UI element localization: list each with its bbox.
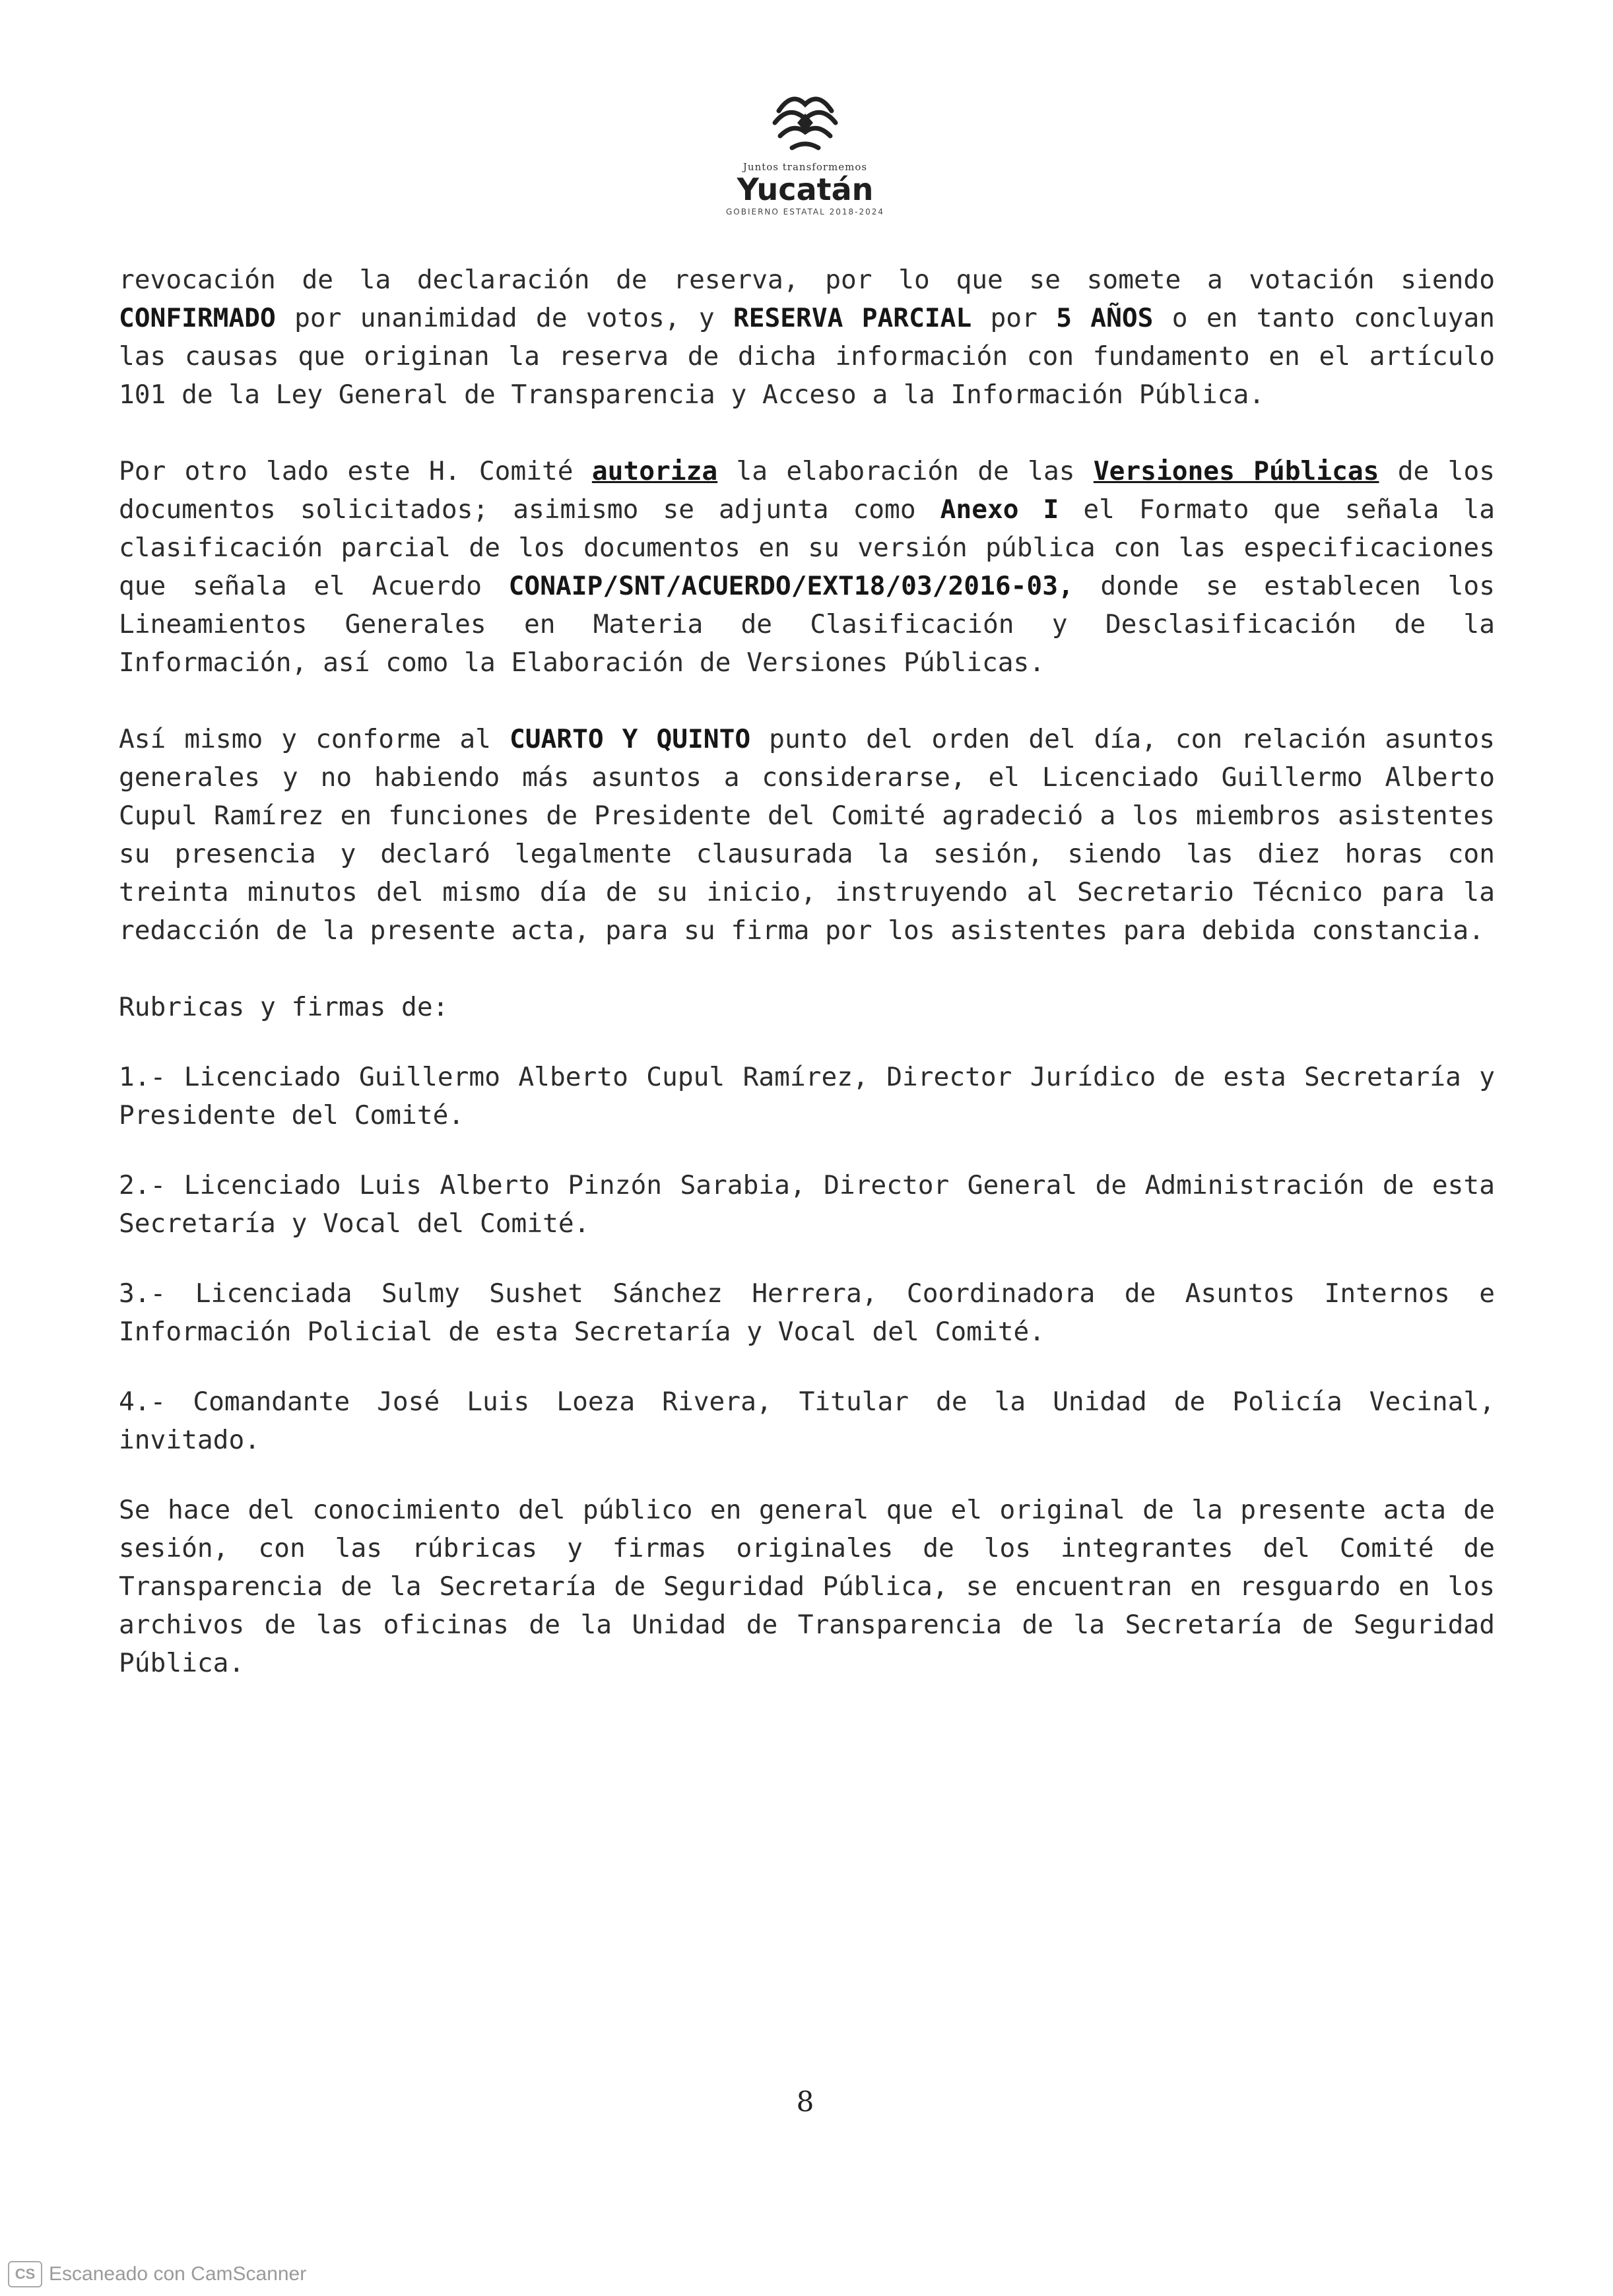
underline-versiones-publicas: Versiones Públicas xyxy=(1093,456,1379,486)
paragraph-reserva: revocación de la declaración de reserva, por lo que se somete a votación siendo CONFIRMADO por unanimidad de votos, y RESERVA PARCIAL por 5 AÑOS o en tanto concluyan las causas que originan la reserva de dicha información con fundamento en el artículo 101 de la Ley General de Transparencia y Acceso a la Información Pública. xyxy=(119,265,1496,410)
signer-item: 1.- Licenciado Guillermo Alberto Cupul Ramírez, Director Jurídico de esta Secretaría y Presidente del Comité. xyxy=(119,1062,1495,1131)
paragraph-closing: Se hace del conocimiento del público en general que el original de la presente acta de sesión, con las rúbricas y firmas originales de los integrantes del Comité de Transparencia de la Secretaría de Seguridad Pública, se encuentran en resguardo en los archivos de las oficinas de la Unidad de Transparencia de la Secretaría de Seguridad Pública. xyxy=(119,1495,1495,1678)
signer-item: 3.- Licenciada Sulmy Sushet Sánchez Herrera, Coordinadora de Asuntos Internos e Información Policial de esta Secretaría y Vocal del Comité. xyxy=(119,1278,1495,1347)
rubricas-heading: Rubricas y firmas de: xyxy=(119,992,449,1022)
bold-anexo: Anexo I xyxy=(940,494,1059,525)
bold-cuarto-quinto: CUARTO Y QUINTO xyxy=(509,724,751,754)
yucatan-logo xyxy=(719,84,891,216)
camscanner-watermark xyxy=(8,2261,306,2287)
bold-reserva-parcial: RESERVA PARCIAL xyxy=(733,303,972,333)
document-body xyxy=(119,261,1495,1721)
logo-emblem-icon xyxy=(766,84,845,156)
bold-cinco-anos: 5 AÑOS xyxy=(1056,303,1154,333)
logo-subtitle: GOBIERNO ESTATAL 2018-2024 xyxy=(725,207,885,216)
camscanner-text: Escaneado con CamScanner xyxy=(49,2263,307,2285)
paragraph-versiones-publicas: Por otro lado este H. Comité autoriza la elaboración de las Versiones Públicas de los documentos solicitados; asimismo se adjunta como Anexo I el Formato que señala la clasificación parcial de los documentos en su versión pública con las especificaciones que señala el Acuerdo CONAIP/SNT/ACUERDO/EXT18/03/2016-03, donde se establecen los Lineamientos Generales en Materia de Clasificación y Desclasificación de la Información, así como la Elaboración de Versiones Públicas. xyxy=(119,456,1496,678)
page-number: 8 xyxy=(796,2085,814,2118)
paragraph-clausura: Así mismo y conforme al CUARTO Y QUINTO punto del orden del día, con relación asuntos generales y no habiendo más asuntos a considerarse, el Licenciado Guillermo Alberto Cupul Ramírez en funciones de Presidente del Comité agradeció a los miembros asistentes su presencia y declaró legalmente clausurada la sesión, siendo las diez horas con treinta minutos del mismo día de su inicio, instruyendo al Secretario Técnico para la redacción de la presente acta, para su firma por los asistentes para debida constancia. xyxy=(119,724,1495,946)
signer-item: 4.- Comandante José Luis Loeza Rivera, Titular de la Unidad de Policía Vecinal, invitado. xyxy=(119,1387,1495,1455)
bold-acuerdo: CONAIP/SNT/ACUERDO/EXT18/03/2016-03, xyxy=(508,571,1074,601)
logo-tagline: Juntos transformemos xyxy=(742,161,868,173)
signer-item: 2.- Licenciado Luis Alberto Pinzón Sarabia, Director General de Administración de esta Secretaría y Vocal del Comité. xyxy=(119,1170,1495,1239)
logo-name: Yucatán xyxy=(737,172,874,207)
underline-autoriza: autoriza xyxy=(591,456,718,486)
bold-confirmado: CONFIRMADO xyxy=(119,303,276,333)
camscanner-icon: CS xyxy=(8,2261,42,2287)
